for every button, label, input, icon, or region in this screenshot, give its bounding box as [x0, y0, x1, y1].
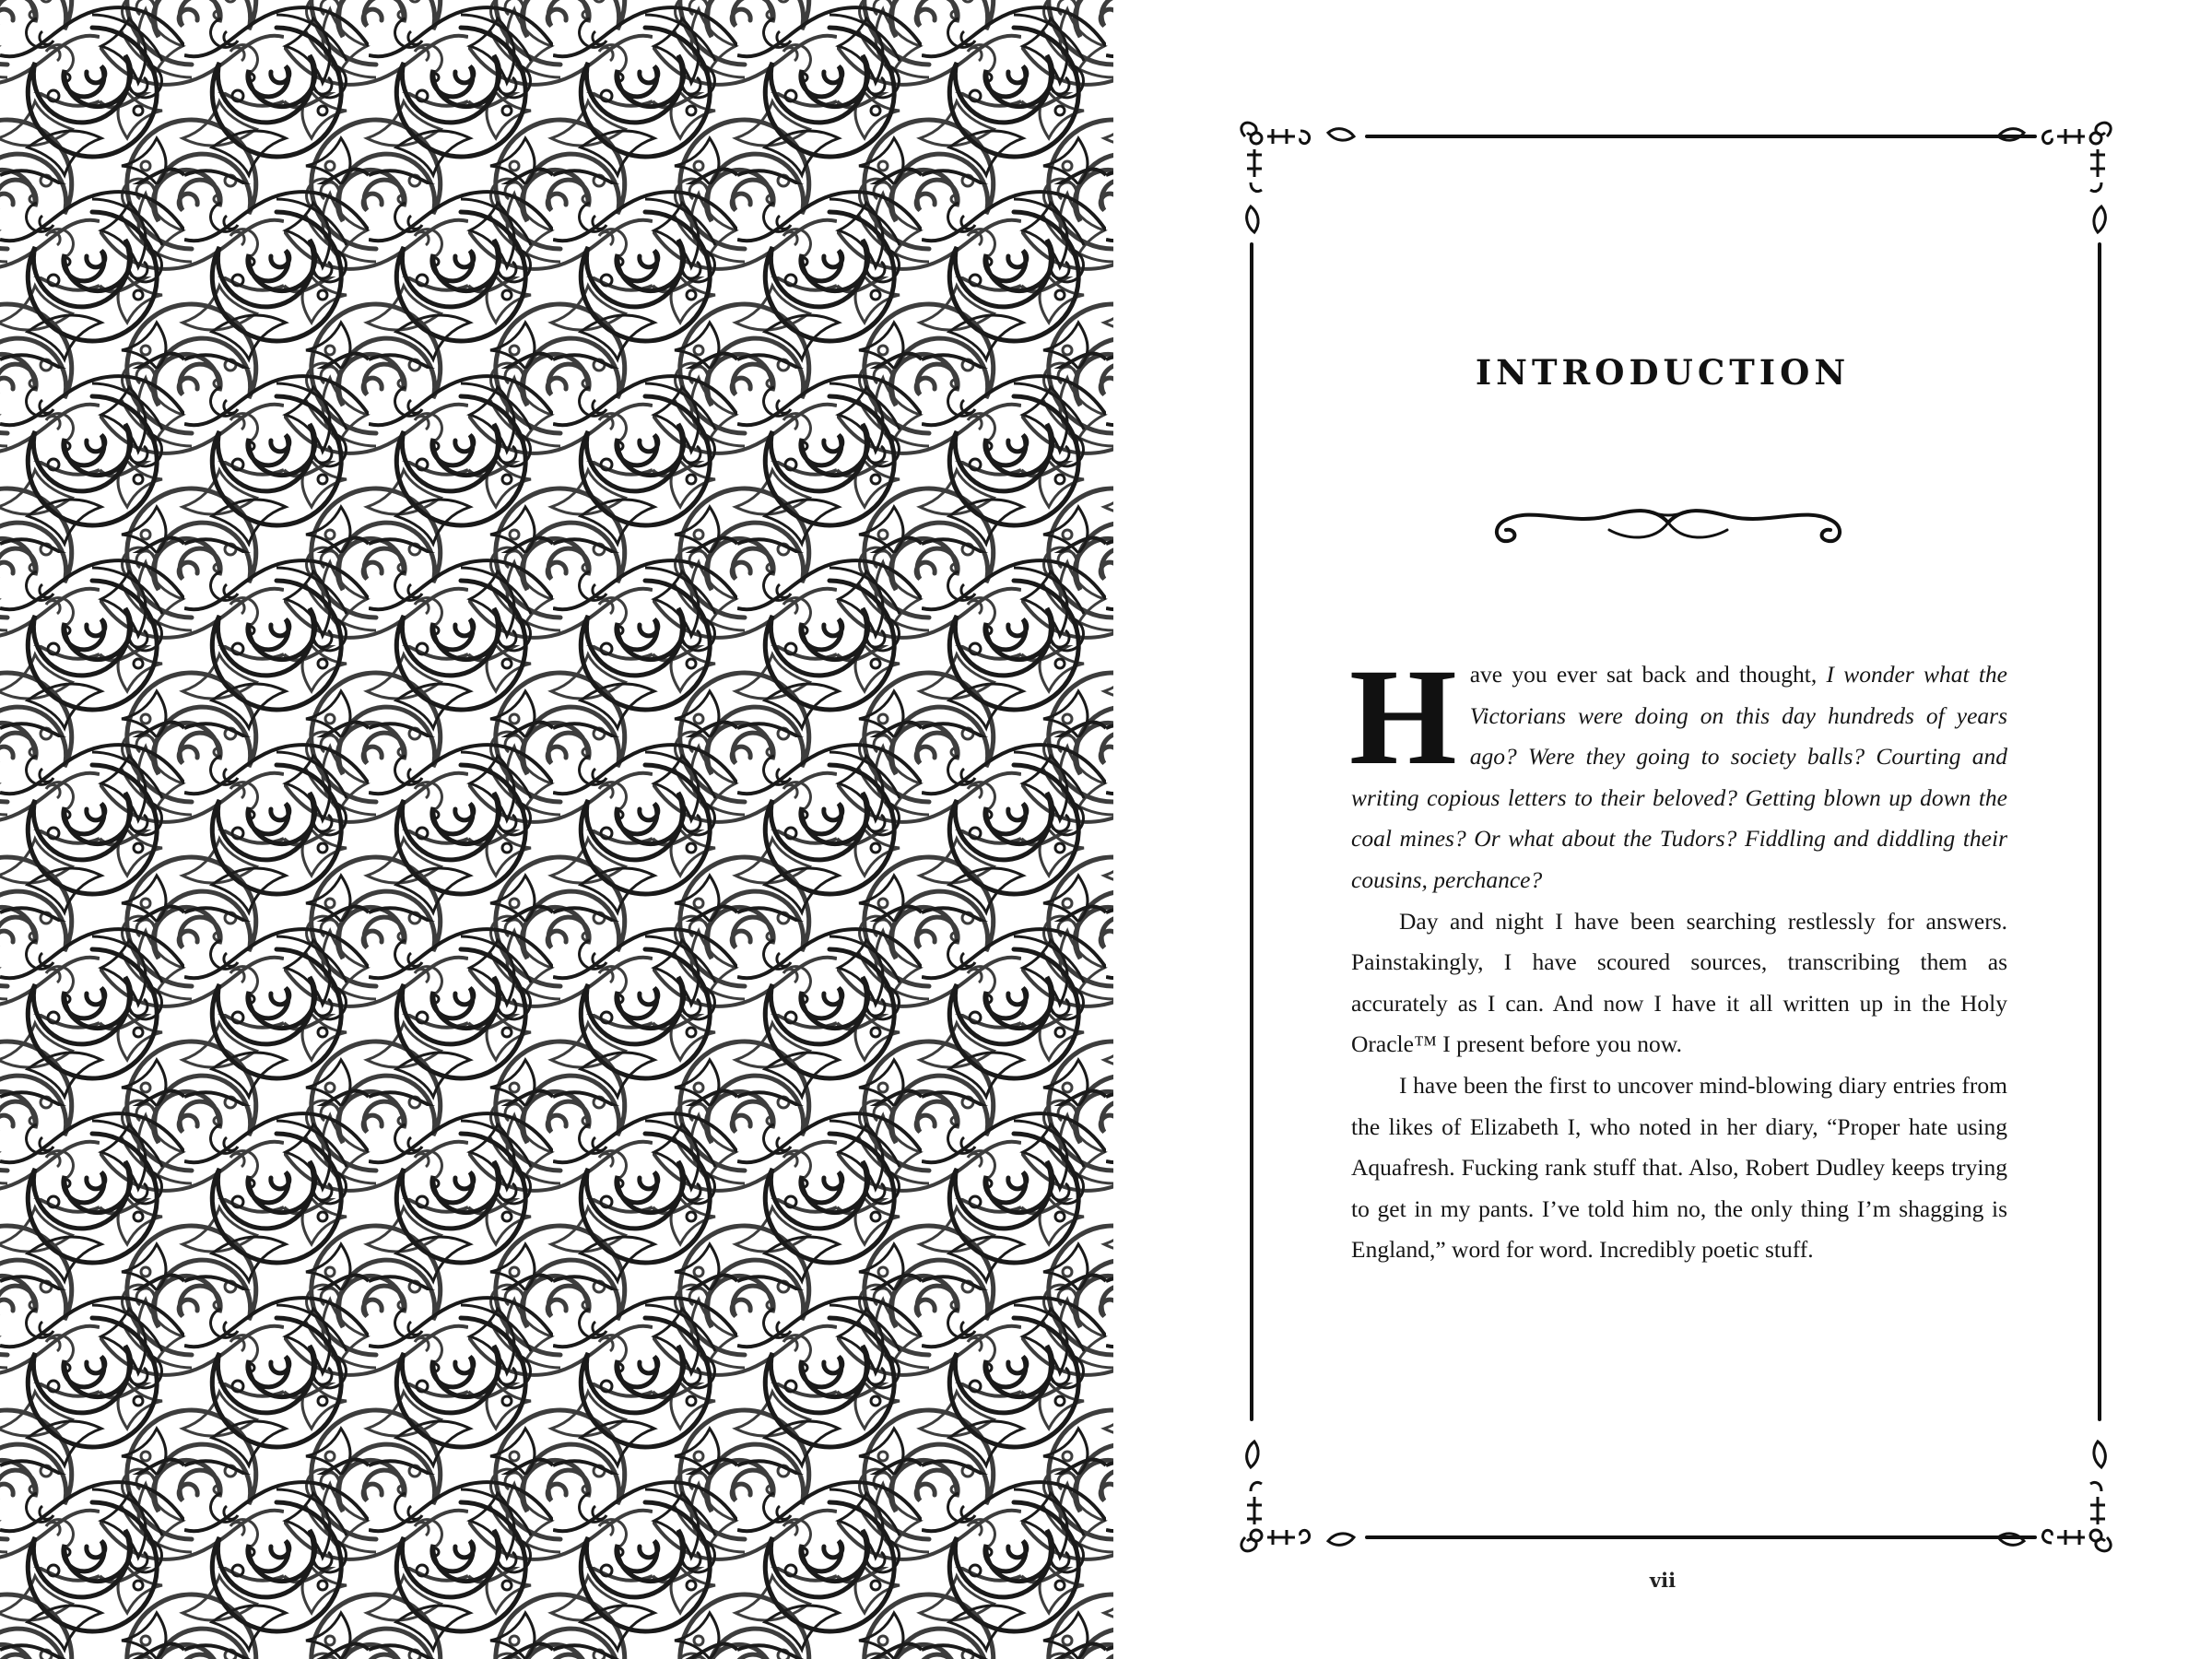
introduction-page [1113, 0, 2212, 1659]
paragraph-1-plain: ave you ever sat back and thought, [1469, 661, 1827, 688]
paragraph-3: I have been the first to uncover mind-blowing diary entries from the likes of Elizabeth I, who noted in her diary, “Proper hate using Aquafresh. Fucking rank stuff that. Also, Robert Dudley keeps trying to get in my pants. I’ve told him no, the only thing I’m shagging is England,” word for word. Incredibly poetic stuff. [1351, 1071, 2007, 1264]
corner-ornament-bottom-left [1241, 1441, 1354, 1551]
paragraph-1 [1349, 641, 2007, 901]
page-number: vii [1649, 1569, 1677, 1592]
paragraph-1-italic: I wonder what the Victorians were doing on this day hundreds of years ago? Were they going to society balls? Courting and writing copious letters to their beloved? Getting blown up down the coal mines? Or what about the Tudors? Fiddling and diddling their cousins, perchance? [1351, 661, 2007, 893]
drop-cap: H [1349, 641, 1457, 794]
introduction-body [1349, 641, 2007, 1271]
corner-ornament-top-left [1241, 123, 1354, 232]
chapter-title: INTRODUCTION [1475, 352, 1851, 393]
corner-ornament-top-right [1998, 123, 2111, 232]
scroll-flourish-divider [1479, 494, 1857, 551]
paragraph-2: Day and night I have been searching restlessly for answers. Painstakingly, I have scoured sources, transcribing them as accurately as I can. And now I have it all written up in the Holy Oracle™ I present before you now. [1351, 907, 2007, 1058]
corner-ornament-bottom-right [1998, 1441, 2111, 1551]
